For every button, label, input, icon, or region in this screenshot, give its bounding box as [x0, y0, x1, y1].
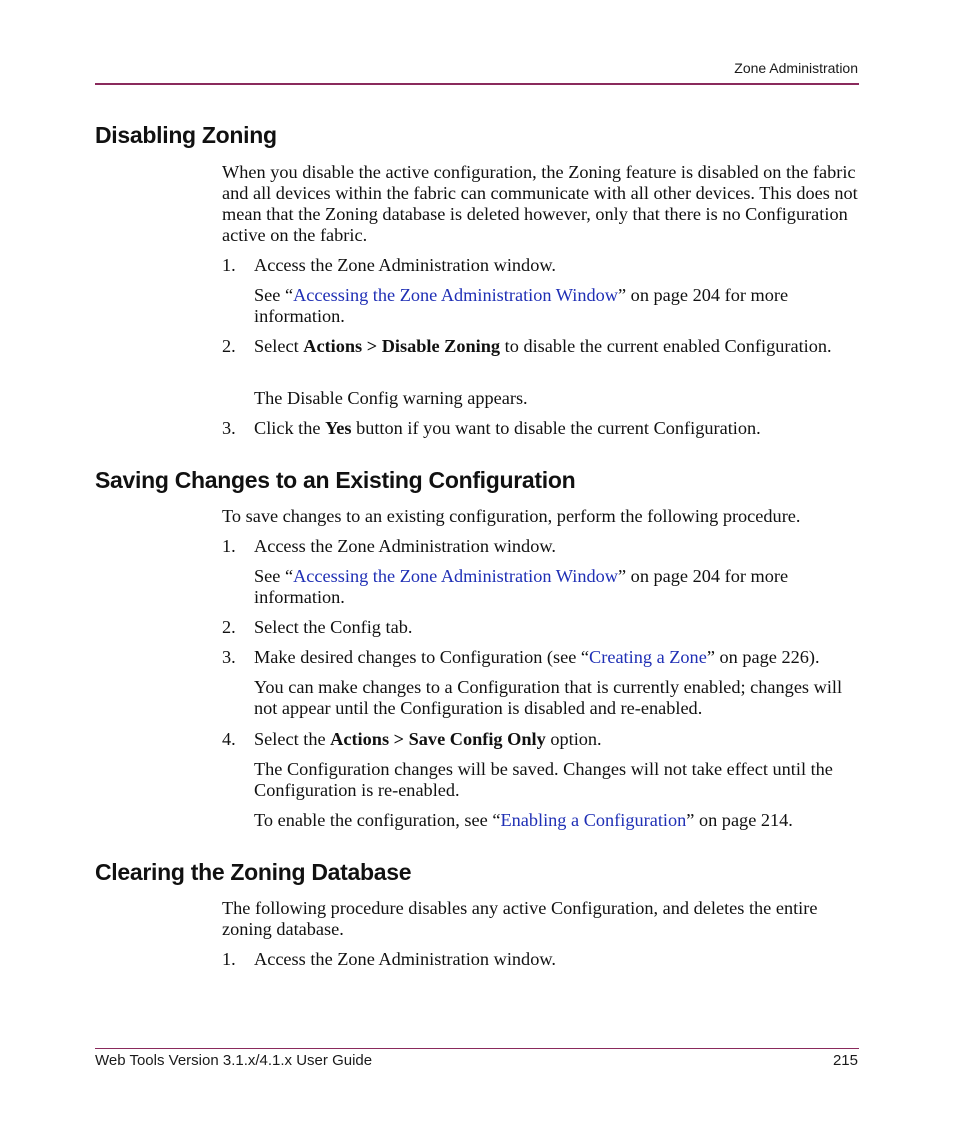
saving-step-4-note: The Configuration changes will be saved. Changes will not take effect until the Configuration is re-enabled.: [254, 759, 833, 800]
saving-step-1: [222, 536, 862, 557]
step-number: 1.: [222, 255, 236, 275]
step-text: Access the Zone Administration window.: [254, 255, 556, 275]
step-number: 3.: [222, 647, 236, 667]
heading-clearing-zoning-database: Clearing the Zoning Database: [95, 859, 412, 885]
link-accessing-zone-admin-window[interactable]: Accessing the Zone Administration Window: [293, 285, 618, 305]
step-text: Select the Config tab.: [254, 617, 413, 637]
step-text: Click the Yes button if you want to disable the current Configuration.: [254, 418, 761, 438]
saving-step-3-note: You can make changes to a Configuration that is currently enabled; changes will not appear until the Configuration is disabled and re-enabled.: [254, 677, 843, 718]
disabling-step-1: [222, 255, 862, 276]
disabling-warning-note: The Disable Config warning appears.: [254, 388, 528, 408]
step-number: 1.: [222, 536, 236, 556]
disabling-see-reference: See “Accessing the Zone Administration Window” on page 204 for more information.: [254, 285, 789, 326]
clearing-intro: The following procedure disables any active Configuration, and deletes the entire zoning database.: [222, 898, 818, 939]
link-creating-a-zone[interactable]: Creating a Zone: [589, 647, 707, 667]
step-number: 2.: [222, 617, 236, 637]
saving-step-4: [222, 729, 862, 750]
saving-enable-reference: To enable the configuration, see “Enabling a Configuration” on page 214.: [254, 810, 793, 830]
heading-saving-changes: Saving Changes to an Existing Configuration: [95, 467, 576, 493]
step-number: 3.: [222, 418, 236, 438]
saving-step-2: [222, 617, 862, 638]
running-header: Zone Administration: [734, 60, 858, 76]
link-enabling-a-configuration[interactable]: Enabling a Configuration: [500, 810, 687, 830]
page-number: 215: [832, 1052, 858, 1069]
footer-rule: [95, 1048, 859, 1049]
disabling-step-3: [222, 418, 862, 439]
saving-step-3: [222, 647, 862, 668]
disabling-intro: When you disable the active configuration, the Zoning feature is disabled on the fabric and all devices within the fabric can communicate with all other devices. This does not mean that the Zoning database is deleted however, only that there is no Configuration active on the fabric.: [222, 162, 858, 245]
heading-disabling-zoning: Disabling Zoning: [95, 122, 277, 148]
step-number: 2.: [222, 336, 236, 356]
saving-see-reference: See “Accessing the Zone Administration Window” on page 204 for more information.: [254, 566, 789, 607]
step-text: Select Actions > Disable Zoning to disable the current enabled Configuration.: [254, 336, 832, 356]
step-text: Make desired changes to Configuration (see “Creating a Zone” on page 226).: [254, 647, 820, 667]
saving-intro: To save changes to an existing configuration, perform the following procedure.: [222, 506, 801, 526]
step-number: 1.: [222, 949, 236, 969]
step-text: Select the Actions > Save Config Only option.: [254, 729, 602, 749]
step-text: Access the Zone Administration window.: [254, 949, 556, 969]
clearing-step-1: [222, 949, 862, 970]
header-rule: [95, 83, 859, 85]
step-number: 4.: [222, 729, 236, 749]
step-text: Access the Zone Administration window.: [254, 536, 556, 556]
link-accessing-zone-admin-window[interactable]: Accessing the Zone Administration Window: [293, 566, 618, 586]
footer-guide-title: Web Tools Version 3.1.x/4.1.x User Guide: [95, 1052, 373, 1069]
disabling-step-2: [222, 336, 862, 357]
